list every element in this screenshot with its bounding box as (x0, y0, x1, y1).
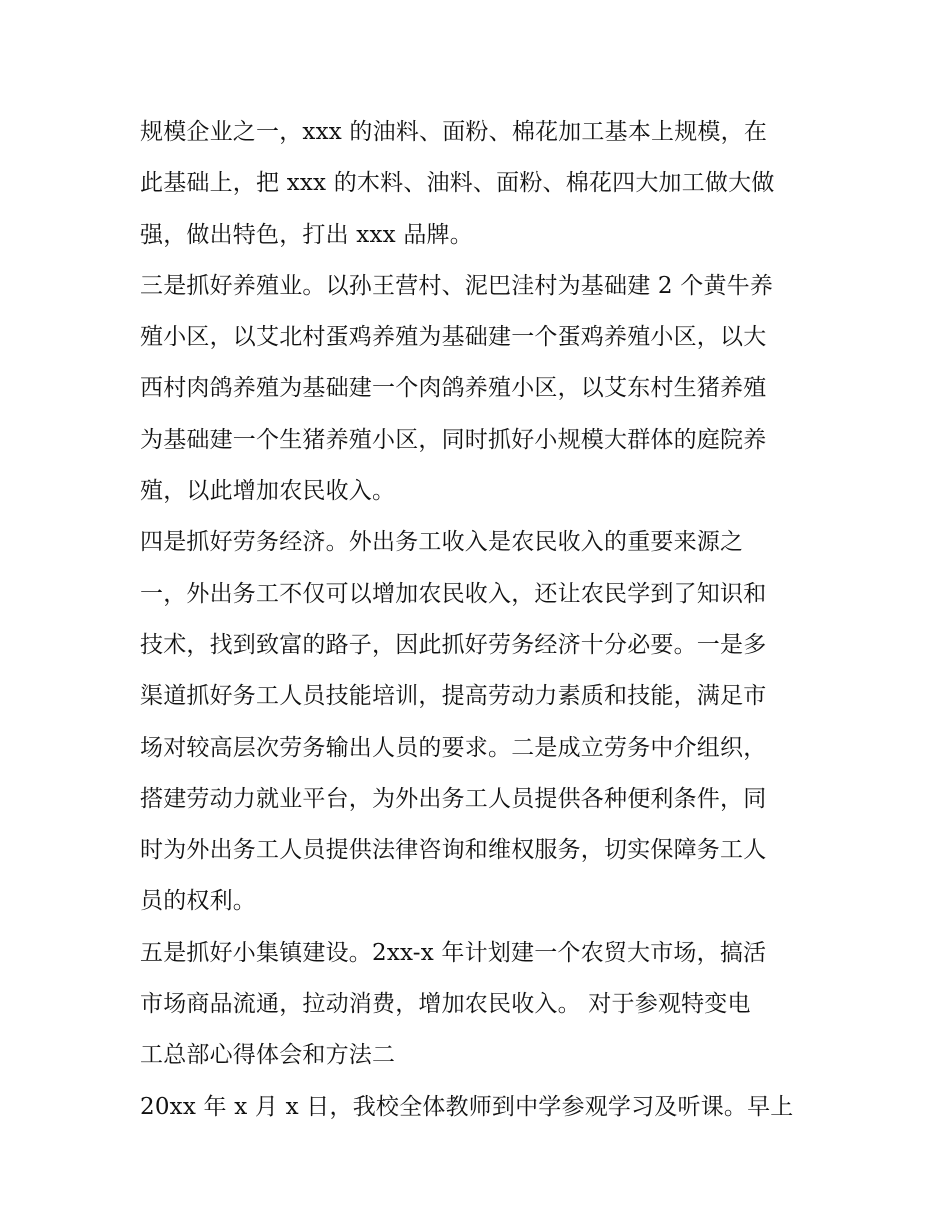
text-line: 搭建劳动力就业平台，为外出务工人员提供各种便利条件，同 (140, 785, 767, 812)
text-line: 时为外出务工人员提供法律咨询和维权服务，切实保障务工人 (140, 837, 767, 864)
text-line: 强，做出特色，打出 xxx 品牌。 (140, 221, 473, 248)
text-line: 一，外出务工不仅可以增加农民收入，还让农民学到了知识和 (140, 580, 767, 607)
text-line: 三是抓好养殖业。以孙王营村、泥巴洼村为基础建 2 个黄牛养 (140, 272, 774, 299)
text-line: 20xx 年 x 月 x 日，我校全体教师到中学参观学习及听课。早上 (140, 1093, 794, 1120)
text-line: 四是抓好劳务经济。外出务工收入是农民收入的重要来源之 (140, 529, 744, 556)
text-line: 员的权利。 (140, 888, 256, 915)
document-body (140, 107, 812, 1133)
text-line: 场对较高层次劳务输出人员的要求。二是成立劳务中介组织， (140, 734, 767, 761)
text-line: 技术，找到致富的路子，因此抓好劳务经济十分必要。一是多 (140, 631, 767, 658)
text-line: 西村肉鸽养殖为基础建一个肉鸽养殖小区，以艾东村生猪养殖 (140, 375, 767, 402)
text-line: 为基础建一个生猪养殖小区，同时抓好小规模大群体的庭院养 (140, 426, 767, 453)
text-line: 工总部心得体会和方法二 (140, 1042, 396, 1069)
text-line: 市场商品流通，拉动消费，增加农民收入。 对于参观特变电 (140, 991, 751, 1018)
text-line: 规模企业之一，xxx 的油料、面粉、棉花加工基本上规模，在 (140, 119, 768, 145)
text-line: 渠道抓好务工人员技能培训，提高劳动力素质和技能，满足市 (140, 683, 767, 710)
text-line: 五是抓好小集镇建设。2xx-x 年计划建一个农贸大市场，搞活 (140, 939, 767, 966)
text-line: 此基础上，把 xxx 的木料、油料、面粉、棉花四大加工做大做 (140, 170, 775, 197)
text-line: 殖小区，以艾北村蛋鸡养殖为基础建一个蛋鸡养殖小区，以大 (140, 324, 767, 351)
text-line: 殖，以此增加农民收入。 (140, 478, 396, 505)
